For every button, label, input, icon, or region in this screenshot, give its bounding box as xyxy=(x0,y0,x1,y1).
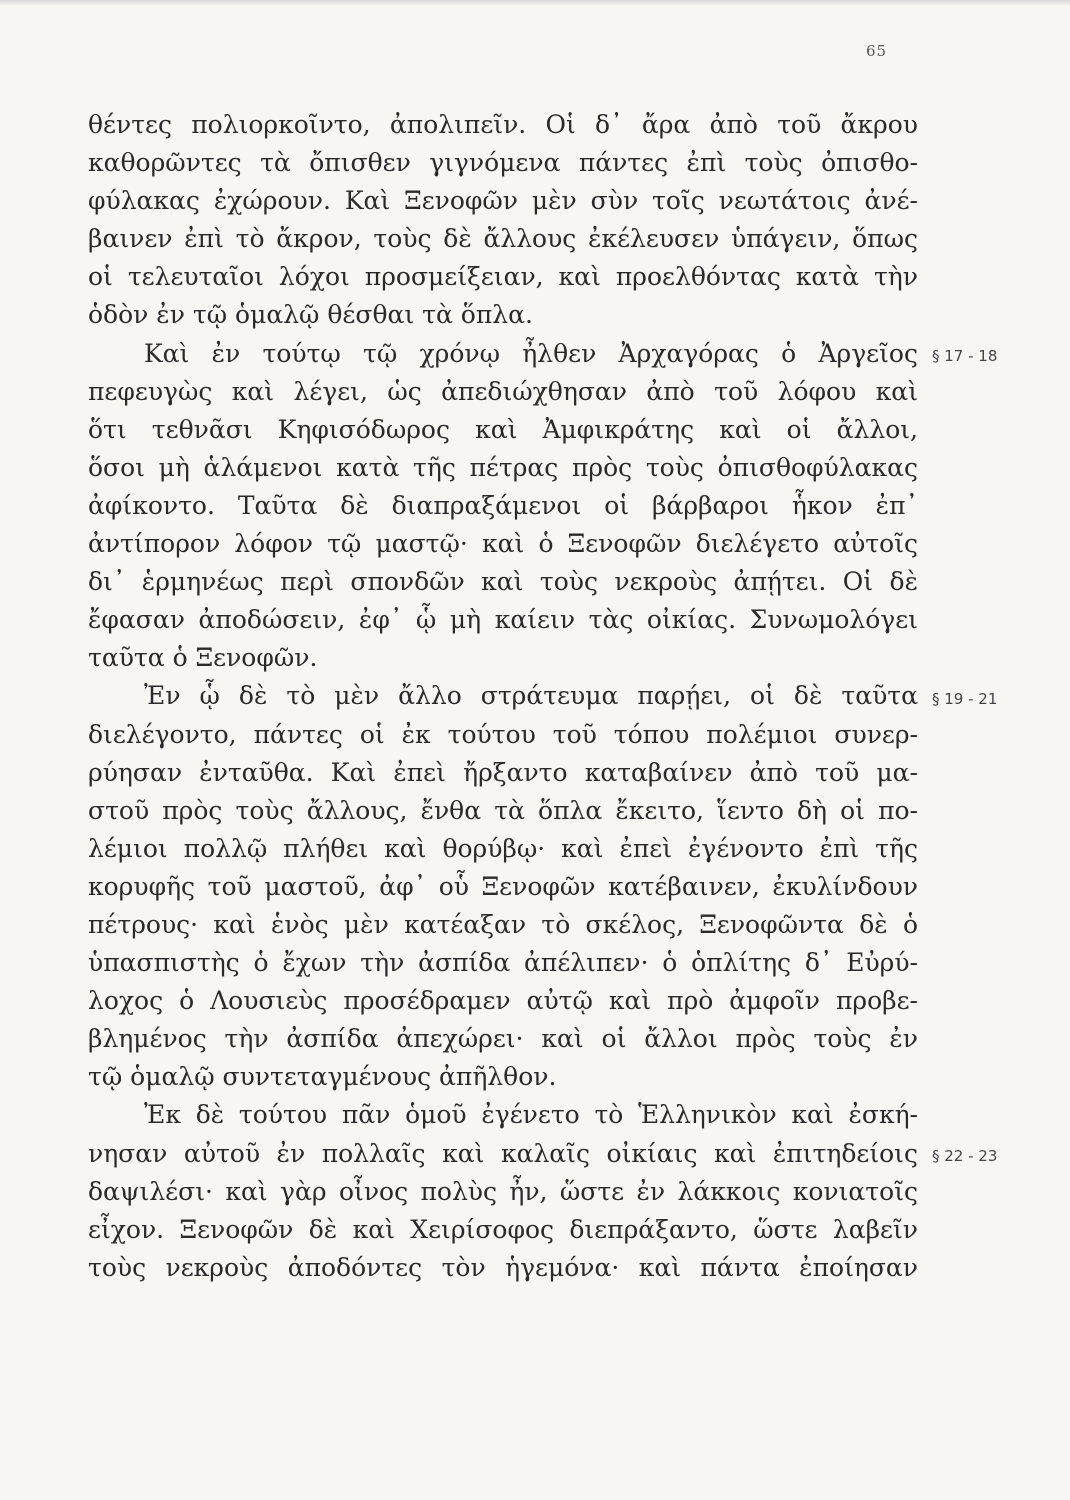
text-line: νησαν αὐτοῦ ἐν πολλαῖς καὶ καλαῖς οἰκίαις καὶ ἐπιτηδείοις xyxy=(88,1138,918,1168)
text-line: ταῦτα ὁ Ξενοφῶν. xyxy=(88,643,318,673)
text-line: ὁδὸν ἐν τῷ ὁμαλῷ θέσθαι τὰ ὅπλα. xyxy=(88,300,533,330)
text-line: εἶχον. Ξενοφῶν δὲ καὶ Χειρίσοφος διεπράξαντο, ὥστε λαβεῖν xyxy=(88,1214,918,1244)
text-line: καθορῶντες τὰ ὄπισθεν γιγνόμενα πάντες ἐπὶ τοὺς ὀπισθο- xyxy=(88,148,918,178)
text-line: ἔφασαν ἀποδώσειν, ἐφ᾽ ᾧ μὴ καίειν τὰς οἰκίας. Συνωμολόγει xyxy=(88,605,918,635)
text-line: βλημένος τὴν ἀσπίδα ἀπεχώρει· καὶ οἱ ἄλλοι πρὸς τοὺς ἐν xyxy=(88,1024,918,1054)
section-reference: § 19 - 21 xyxy=(932,689,998,708)
text-line: Ἐν ᾧ δὲ τὸ μὲν ἄλλο στράτευμα παρῄει, οἱ δὲ ταῦτα xyxy=(144,681,918,711)
text-line: λοχος ὁ Λουσιεὺς προσέδραμεν αὐτῷ καὶ πρὸ ἀμφοῖν προβε- xyxy=(88,986,918,1016)
text-line: Ἐκ δὲ τούτου πᾶν ὁμοῦ ἐγένετο τὸ Ἑλληνικὸν καὶ ἐσκή- xyxy=(144,1100,918,1130)
text-line: λέμιοι πολλῷ πλήθει καὶ θορύβῳ· καὶ ἐπεὶ ἐγένοντο ἐπὶ τῆς xyxy=(88,833,918,863)
text-line: πέτρους· καὶ ἑνὸς μὲν κατέαξαν τὸ σκέλος, Ξενοφῶντα δὲ ὁ xyxy=(88,909,918,939)
text-line: φύλακας ἐχώρουν. Καὶ Ξενοφῶν μὲν σὺν τοῖς νεωτάτοις ἀνέ- xyxy=(88,186,918,216)
text-line: θέντες πολιορκοῖντο, ἀπολιπεῖν. Οἱ δ᾽ ἄρα ἀπὸ τοῦ ἄκρου xyxy=(88,110,918,139)
section-reference: § 17 - 18 xyxy=(932,346,998,365)
text-line: Καὶ ἐν τούτῳ τῷ χρόνῳ ἦλθεν Ἀρχαγόρας ὁ Ἀργεῖος xyxy=(144,338,918,368)
page-number: 65 xyxy=(866,42,888,60)
text-line: ἀντίπορον λόφον τῷ μαστῷ· καὶ ὁ Ξενοφῶν διελέγετο αὐτοῖς xyxy=(88,529,918,559)
text-line: τοὺς νεκροὺς ἀποδόντες τὸν ἡγεμόνα· καὶ πάντα ἐποίησαν xyxy=(88,1252,918,1282)
text-line: δι᾽ ἑρμηνέως περὶ σπονδῶν καὶ τοὺς νεκροὺς ἀπῄτει. Οἱ δὲ xyxy=(88,567,918,597)
text-line: διελέγοντο, πάντες οἱ ἐκ τούτου τοῦ τόπου πολέμιοι συνερ- xyxy=(88,719,918,749)
text-line: ὅσοι μὴ ἁλάμενοι κατὰ τῆς πέτρας πρὸς τοὺς ὀπισθοφύλακας xyxy=(88,452,918,482)
text-line: ἀφίκοντο. Ταῦτα δὲ διαπραξάμενοι οἱ βάρβαροι ἧκον ἐπ᾽ xyxy=(88,490,918,520)
text-line: ρύησαν ἐνταῦθα. Καὶ ἐπεὶ ἤρξαντο καταβαίνεν ἀπὸ τοῦ μα- xyxy=(88,757,918,787)
text-line: στοῦ πρὸς τοὺς ἄλλους, ἔνθα τὰ ὅπλα ἔκειτο, ἵεντο δὴ οἱ πο- xyxy=(88,795,918,825)
section-reference: § 22 - 23 xyxy=(932,1146,998,1165)
text-line: ὑπασπιστὴς ὁ ἔχων τὴν ἀσπίδα ἀπέλιπεν· ὁ ὁπλίτης δ᾽ Εὐρύ- xyxy=(88,948,918,978)
text-line: βαινεν ἐπὶ τὸ ἄκρον, τοὺς δὲ ἄλλους ἐκέλευσεν ὑπάγειν, ὅπως xyxy=(88,224,918,254)
text-line: πεφευγὼς καὶ λέγει, ὡς ἀπεδιώχθησαν ἀπὸ τοῦ λόφου καὶ xyxy=(88,376,918,406)
text-line: ὅτι τεθνᾶσι Κηφισόδωρος καὶ Ἀμφικράτης καὶ οἱ ἄλλοι, xyxy=(88,414,918,444)
text-line: δαψιλέσι· καὶ γὰρ οἶνος πολὺς ἦν, ὥστε ἐν λάκκοις κονιατοῖς xyxy=(88,1176,918,1206)
text-line: οἱ τελευταῖοι λόχοι προσμείξειαν, καὶ προελθόντας κατὰ τὴν xyxy=(88,262,918,292)
text-line: τῷ ὁμαλῷ συντεταγμένους ἀπῆλθον. xyxy=(88,1062,557,1092)
greek-text-body xyxy=(88,106,918,1287)
scan-edge xyxy=(0,0,1070,6)
text-line: κορυφῆς τοῦ μαστοῦ, ἀφ᾽ οὗ Ξενοφῶν κατέβαινεν, ἐκυλίνδουν xyxy=(88,871,918,901)
